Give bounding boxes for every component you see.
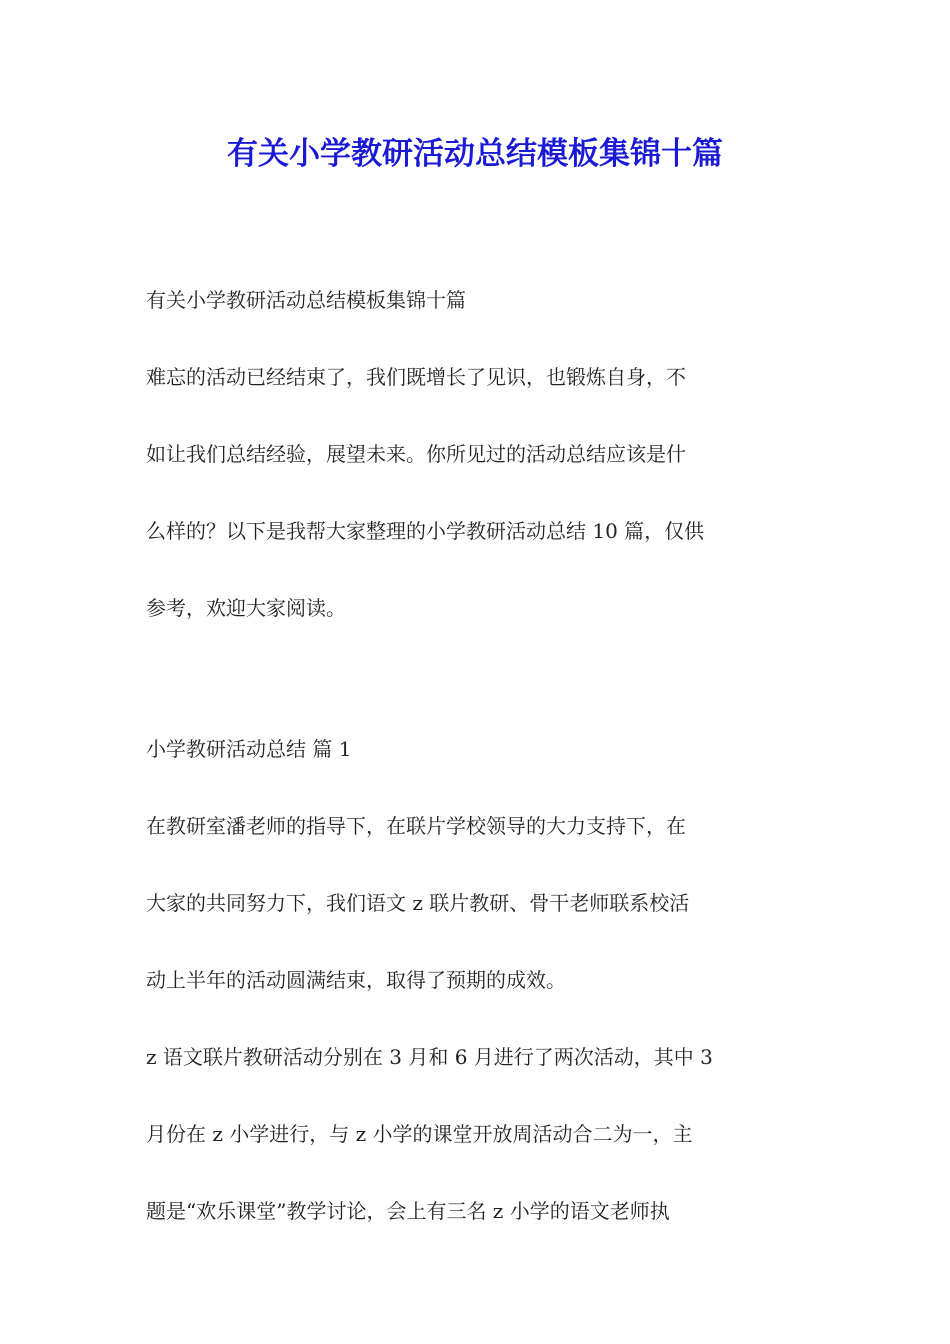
- document-body: [146, 262, 806, 1250]
- text-line: 动上半年的活动圆满结束，取得了预期的成效。: [146, 968, 566, 992]
- text-line: 题是“欢乐课堂”教学讨论，会上有三名 z 小学的语文老师执: [146, 1199, 670, 1223]
- text-line: z 语文联片教研活动分别在 3 月和 6 月进行了两次活动，其中 3: [146, 1045, 713, 1069]
- intro-paragraph: [146, 339, 806, 647]
- text-line: 月份在 z 小学进行，与 z 小学的课堂开放周活动合二为一，主: [146, 1122, 693, 1146]
- text-line: 么样的？以下是我帮大家整理的小学教研活动总结 10 篇，仅供: [146, 519, 705, 543]
- document-title: 有关小学教研活动总结模板集锦十篇: [227, 136, 723, 172]
- text-line: 在教研室潘老师的指导下，在联片学校领导的大力支持下，在: [146, 814, 686, 838]
- text-line: 参考，欢迎大家阅读。: [146, 596, 346, 620]
- section-heading: 小学教研活动总结 篇 1: [146, 737, 352, 761]
- section-paragraph: [146, 1019, 806, 1250]
- text-line: 难忘的活动已经结束了，我们既增长了见识，也锻炼自身，不: [146, 365, 686, 389]
- text-line: 大家的共同努力下，我们语文 z 联片教研、骨干老师联系校活: [146, 891, 690, 915]
- section-spacer: [146, 647, 806, 711]
- document-subtitle: 有关小学教研活动总结模板集锦十篇: [146, 288, 466, 312]
- text-line: 如让我们总结经验，展望未来。你所见过的活动总结应该是什: [146, 442, 686, 466]
- section-paragraph: [146, 788, 806, 1019]
